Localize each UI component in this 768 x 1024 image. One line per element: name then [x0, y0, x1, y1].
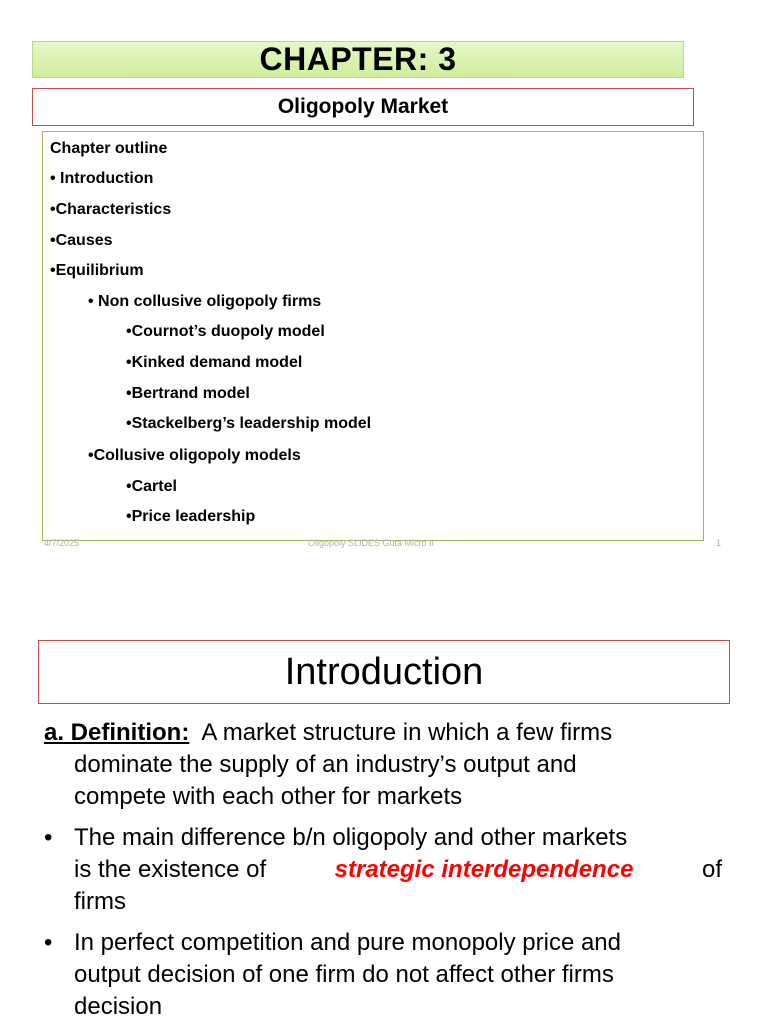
bullet-marker: •	[44, 929, 53, 956]
outline-item: •Cournot’s duopoly model	[126, 323, 325, 340]
outline-item: •Characteristics	[50, 201, 172, 218]
chapter-title-text: CHAPTER: 3	[259, 41, 457, 77]
outline-item: • Introduction	[50, 170, 154, 187]
bullet-text: The main difference b/n oligopoly and other markets	[74, 824, 628, 851]
outline-item: •Collusive oligopoly models	[88, 447, 301, 464]
slide-subtitle-text: Oligopoly Market	[277, 95, 449, 118]
outline-item: •Bertrand model	[126, 385, 250, 402]
section-title-text: Introduction	[284, 650, 484, 693]
section-title	[38, 640, 730, 704]
outline-item: •Stackelberg’s leadership model	[126, 415, 372, 432]
outline-item: • Non collusive oligopoly firms	[88, 293, 322, 310]
bullet-marker: •	[44, 824, 53, 851]
bullet-text: In perfect competition and pure monopoly price and	[74, 929, 621, 956]
outline-item: •Kinked demand model	[126, 354, 303, 371]
slide-subtitle	[32, 88, 694, 126]
bullet-paragraph	[44, 927, 722, 1023]
chapter-title	[32, 41, 684, 78]
footer-page-number: 1	[716, 538, 722, 548]
outline-item: •Causes	[50, 232, 113, 249]
bullet-text: output decision of one firm do not affect other firms	[74, 961, 614, 988]
bullet-text: decision	[74, 993, 163, 1020]
bullet-text: firms	[74, 888, 126, 915]
outline-item: •Cartel	[126, 478, 177, 495]
definition-text: dominate the supply of an industry’s output and	[74, 751, 577, 778]
definition-text: compete with each other for markets	[74, 783, 463, 810]
definition-text: A market structure in which a few firms	[201, 719, 613, 746]
bullet-text: is the existence of	[74, 856, 267, 883]
definition-label: a. Definition:	[44, 719, 190, 746]
outline-item: •Equilibrium	[50, 262, 144, 279]
outline-item: •Price leadership	[126, 508, 256, 525]
bullet-paragraph	[44, 822, 722, 918]
definition-paragraph	[44, 717, 722, 813]
outline-heading: Chapter outline	[50, 140, 168, 157]
footer-date: 4/7/2025	[44, 538, 80, 548]
emphasis-text: strategic interdependence	[334, 856, 634, 883]
bullet-text: of	[701, 856, 722, 883]
footer-title: Oligopoly SLIDES Guta Micro II	[308, 538, 435, 548]
